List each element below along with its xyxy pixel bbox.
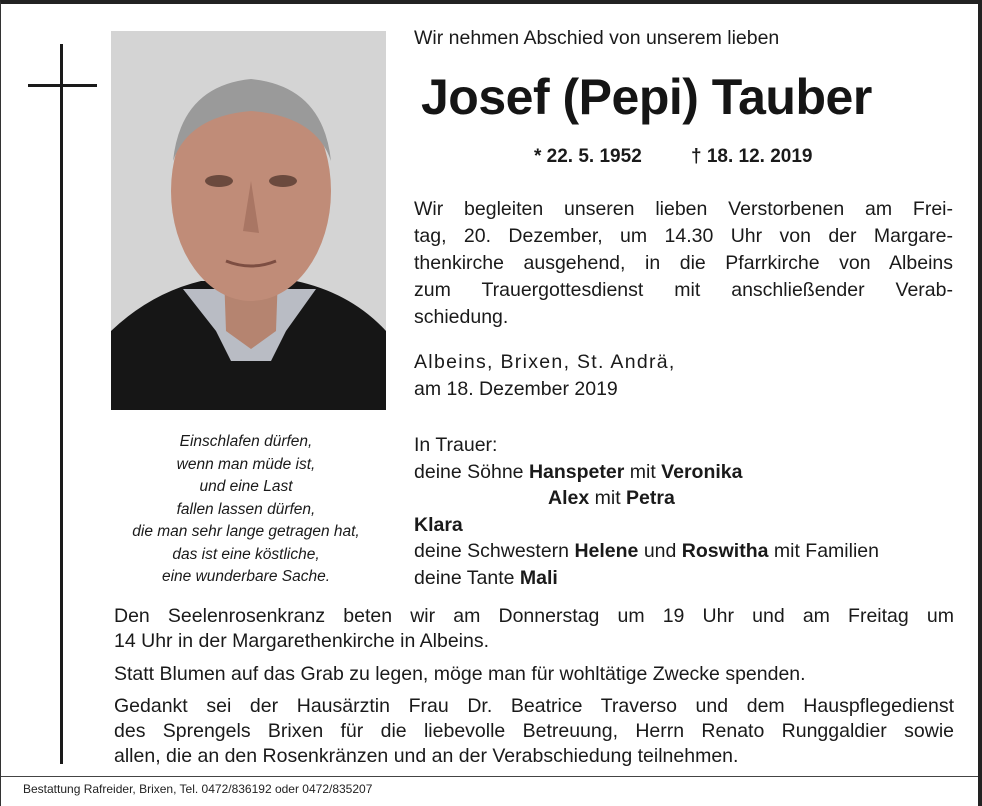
funeral-line: tag, 20. Dezember, um 14.30 Uhr von der Margare- [414, 225, 953, 247]
cross-icon-bar [28, 84, 97, 87]
death-date: † 18. 12. 2019 [691, 146, 813, 167]
poem-line: und eine Last [199, 478, 293, 495]
rosary-notice [114, 604, 954, 654]
footer-divider [1, 776, 978, 777]
mourners-sisters [414, 538, 879, 565]
mourners-son-3 [414, 512, 879, 539]
thanks-line: des Sprengels Brixen für die liebevolle Betreuung, Herrn Renato Runggaldier sowie [114, 720, 954, 742]
mourners-aunt [414, 565, 879, 592]
birth-date: * 22. 5. 1952 [534, 146, 642, 167]
sister-name: Helene [574, 540, 639, 562]
mourners-list [414, 432, 879, 591]
poem-line: Einschlafen dürfen, [179, 433, 313, 450]
sisters-suffix: mit Familien [773, 540, 879, 562]
funeral-line: schiedung. [414, 306, 509, 328]
rosary-line: Den Seelenrosenkranz beten wir am Donnerstag um 19 Uhr und am Freitag um [114, 605, 954, 627]
aunt-name: Mali [519, 566, 558, 589]
poem-line: das ist eine köstliche, [172, 545, 320, 563]
funeral-home-footer: Bestattung Rafreider, Brixen, Tel. 0472/836192 oder 0472/835207 [23, 782, 373, 796]
sisters-prefix: deine Schwestern [414, 540, 570, 562]
son-name: Hanspeter [528, 460, 625, 483]
funeral-line: zum Trauergottesdienst mit anschließender Verab- [414, 279, 953, 301]
aunt-prefix: deine Tante [414, 566, 515, 589]
funeral-line: Wir begleiten unseren lieben Verstorbenen am Frei- [414, 198, 953, 220]
flowers-line: Statt Blumen auf das Grab zu legen, möge man für wohltätige Zwecke spenden. [114, 663, 806, 685]
with-word: mit [629, 460, 656, 483]
mourners-heading: In Trauer: [414, 434, 498, 456]
thanks-notice [114, 694, 954, 769]
rosary-line: 14 Uhr in der Margarethenkirche in Albeins. [114, 630, 490, 652]
with-word: mit [594, 487, 621, 509]
mourners-son-2 [414, 485, 879, 512]
notice-date: am 18. Dezember 2019 [414, 378, 618, 400]
mourners-sons [414, 459, 879, 486]
sister-name: Roswitha [681, 540, 769, 562]
poem-line: die man sehr lange getragen hat, [132, 523, 360, 540]
intro-text: Wir nehmen Abschied von unserem lieben [414, 27, 780, 49]
cross-icon [60, 44, 63, 764]
partner-name: Veronika [661, 460, 743, 483]
son-name: Klara [414, 513, 463, 536]
thanks-line: allen, die an den Rosenkränzen und an der Verabschiedung teilnehmen. [114, 745, 739, 767]
funeral-line: thenkirche ausgehend, in die Pfarrkirche von Albeins [414, 252, 953, 274]
funeral-announcement [414, 196, 953, 331]
poem [101, 431, 391, 589]
son-name: Alex [548, 487, 590, 509]
poem-line: wenn man müde ist, [176, 455, 316, 473]
poem-line: fallen lassen dürfen, [176, 500, 316, 518]
portrait-photo [111, 31, 386, 410]
thanks-line: Gedankt sei der Hausärztin Frau Dr. Beatrice Traverso und dem Hauspflegedienst [114, 695, 954, 717]
sons-prefix: deine Söhne [414, 460, 524, 483]
place-and-date [414, 349, 676, 403]
partner-name: Petra [626, 487, 675, 509]
place-names: Albeins, Brixen, St. Andrä, [414, 351, 676, 373]
flowers-notice [114, 662, 954, 687]
deceased-name: Josef (Pepi) Tauber [421, 69, 872, 125]
poem-line: eine wunderbare Sache. [161, 568, 331, 585]
and-word: und [643, 540, 677, 562]
